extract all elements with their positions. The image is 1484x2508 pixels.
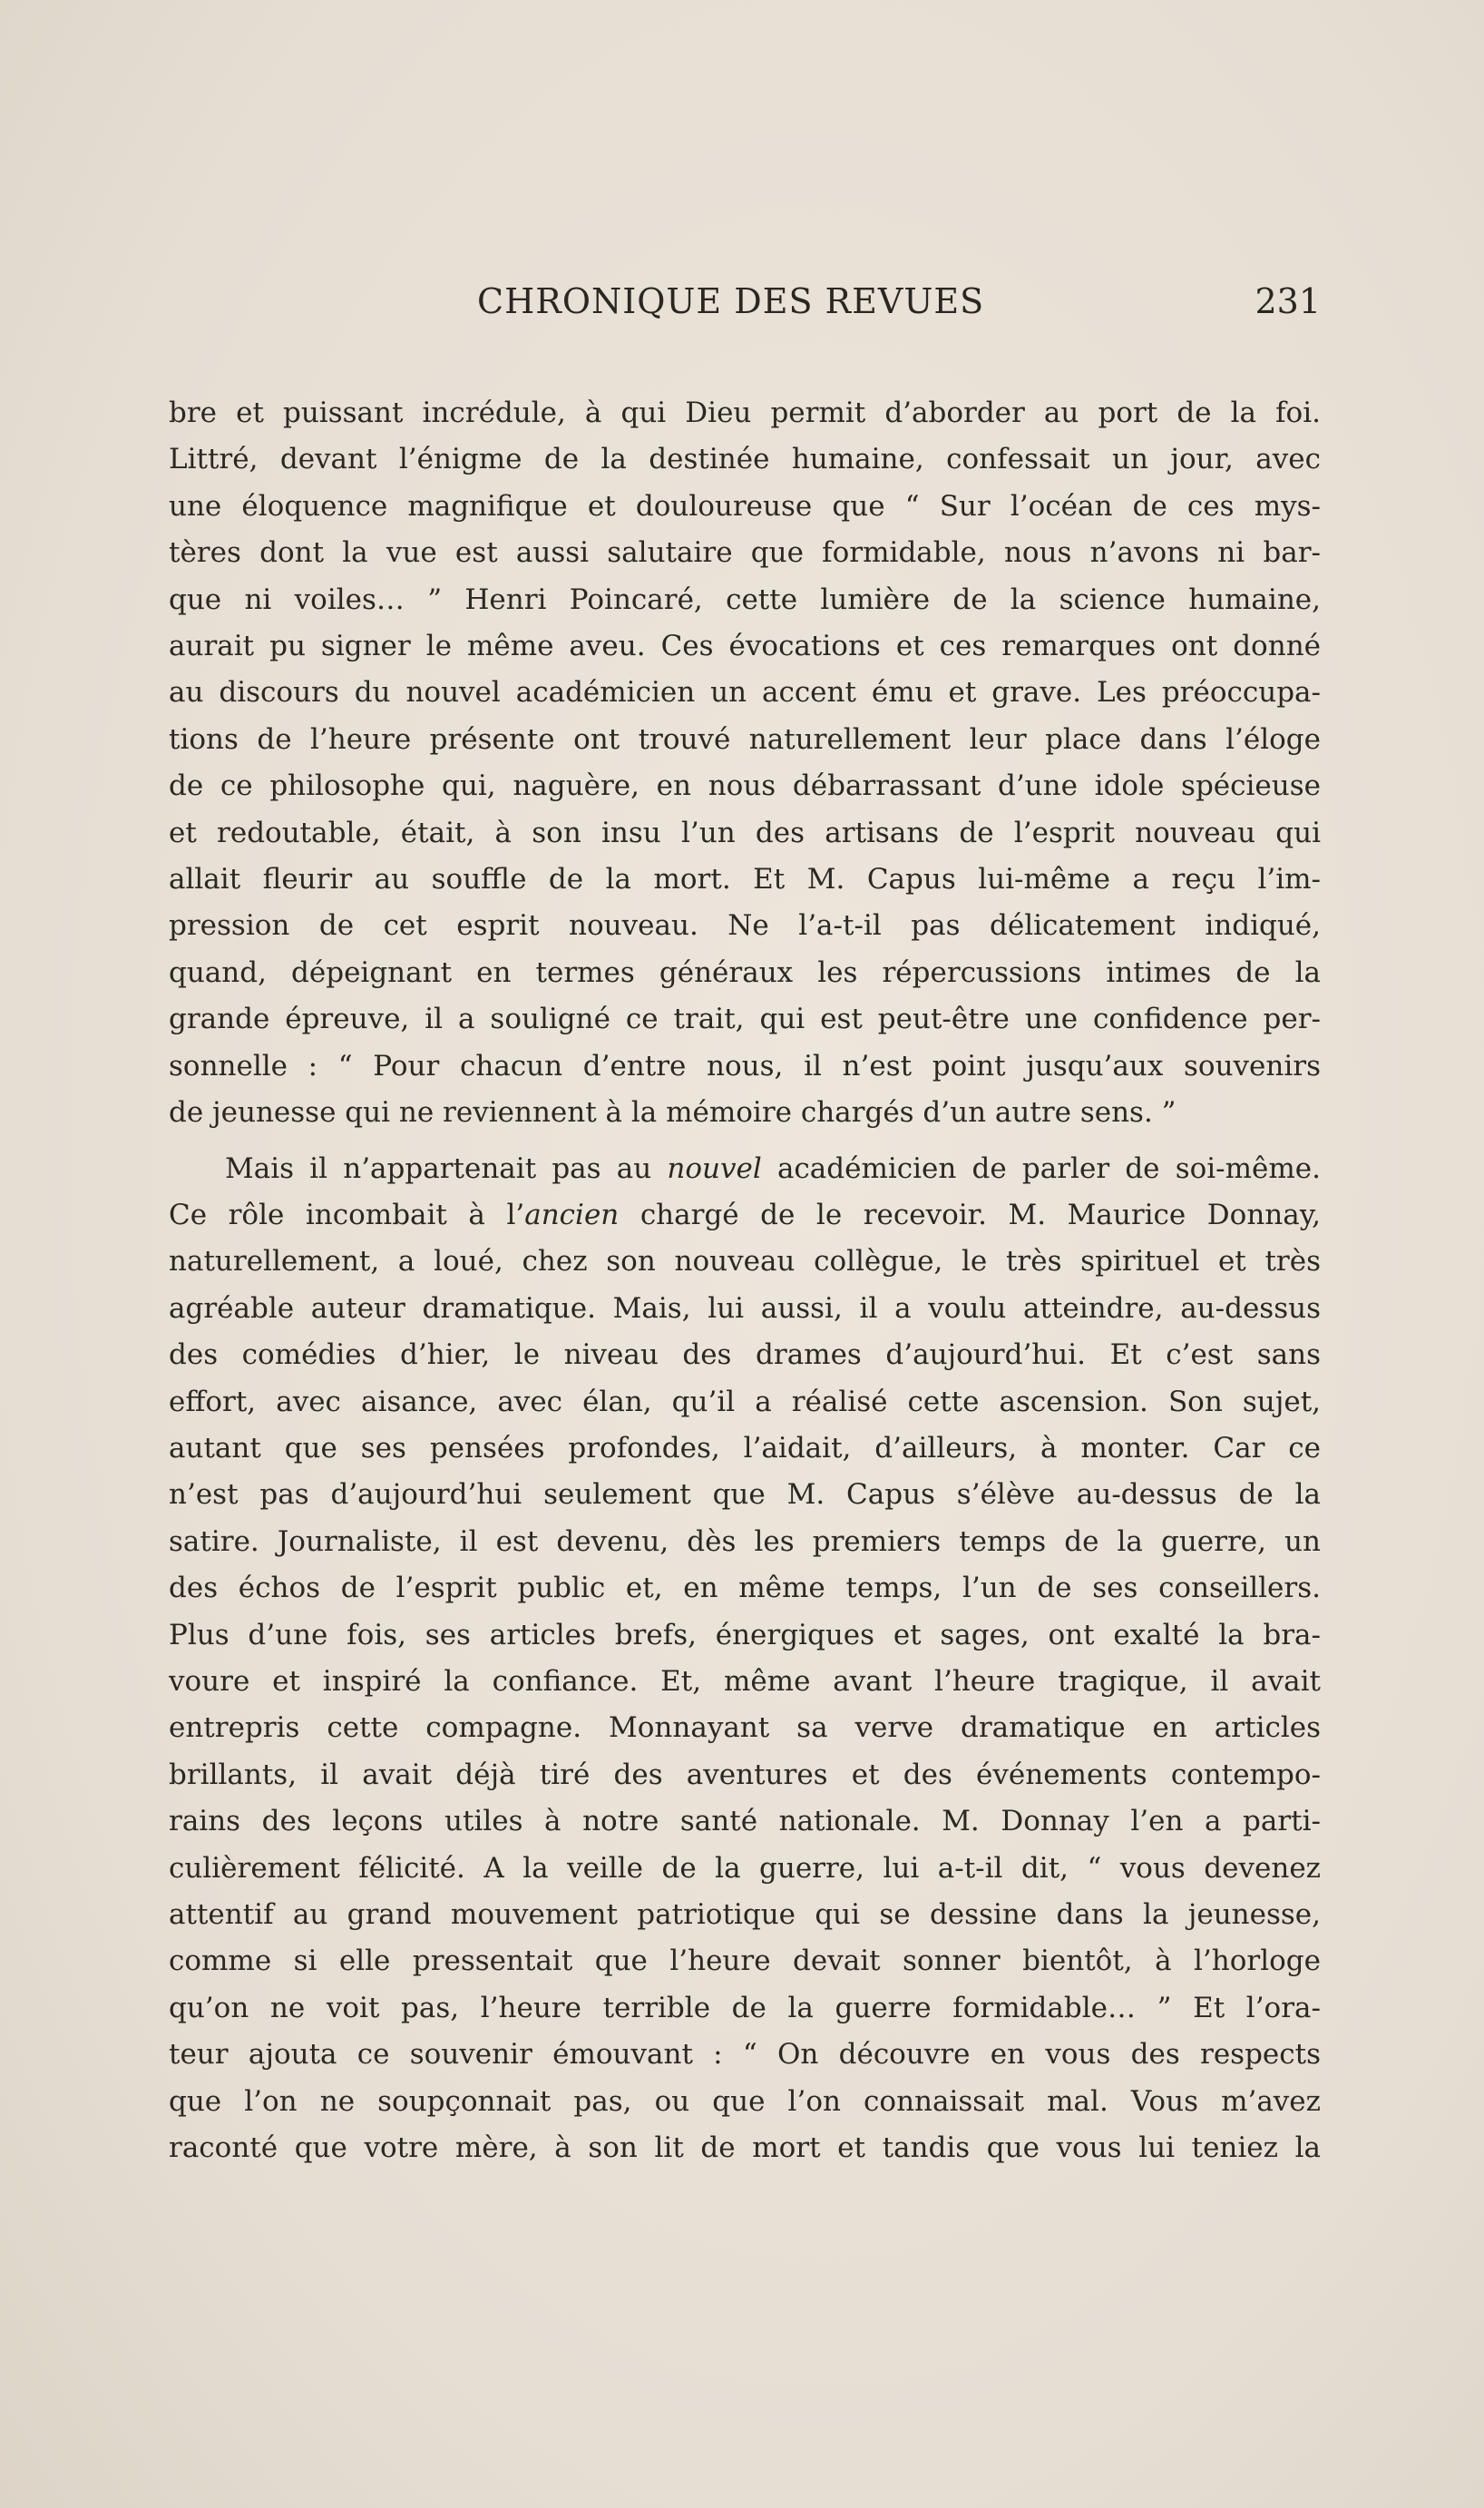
italic-word: nouvel	[667, 1151, 762, 1185]
text-line: sonnelle : “ Pour chacun d’entre nous, il n’est point jusqu’aux souvenirs	[169, 1049, 1321, 1083]
text-line: comme si elle pressentait que l’heure devait sonner bientôt, à l’horloge	[169, 1945, 1321, 1978]
text-line: que l’on ne soupçonnait pas, ou que l’on connaissait mal. Vous m’avez	[169, 2084, 1321, 2118]
paragraph-1	[169, 390, 1321, 1137]
text-line: au discours du nouvel académicien un accent ému et grave. Les préoccupa-	[169, 676, 1321, 710]
page-body	[169, 390, 1321, 2171]
page-number: 231	[1255, 281, 1321, 321]
text-line: et redoutable, était, à son insu l’un des artisans de l’esprit nouveau qui	[169, 816, 1321, 849]
text-run: Mais il n’appartenait pas au	[225, 1151, 668, 1185]
text-line: n’est pas d’aujourd’hui seulement que M. Capus s’élève au-dessus de la	[169, 1478, 1321, 1512]
text-run: Ce rôle incombait à l’	[169, 1198, 525, 1231]
text-line: effort, avec aisance, avec élan, qu’il a réalisé cette ascension. Son sujet,	[169, 1385, 1321, 1418]
text-line: teur ajouta ce souvenir émouvant : “ On découvre en vous des respects	[169, 2038, 1321, 2072]
italic-word: ancien	[524, 1198, 620, 1231]
text-line: culièrement félicité. A la veille de la guerre, lui a-t-il dit, “ vous devenez	[169, 1851, 1321, 1885]
paragraph-2	[169, 1146, 1321, 2172]
text-line: une éloquence magnifique et douloureuse que “ Sur l’océan de ces mys-	[169, 489, 1321, 523]
text-line: bre et puissant incrédule, à qui Dieu permit d’aborder au port de la foi.	[169, 397, 1321, 429]
text-run: académicien de parler de soi-même.	[761, 1151, 1321, 1185]
text-line: allait fleurir au souffle de la mort. Et M. Capus lui-même a reçu l’im-	[169, 863, 1321, 896]
text-line	[169, 1146, 1321, 1192]
text-run: chargé de le recevoir. M. Maurice Donnay,	[619, 1198, 1321, 1231]
page-header	[169, 281, 1321, 336]
text-line: satire. Journaliste, il est devenu, dès les premiers temps de la guerre, un	[169, 1524, 1321, 1558]
text-line: raconté que votre mère, à son lit de mort et tandis que vous lui teniez la	[169, 2131, 1321, 2165]
text-line: de ce philosophe qui, naguère, en nous débarrassant d’une idole spécieuse	[169, 769, 1321, 803]
text-line: qu’on ne voit pas, l’heure terrible de la guerre formidable… ” Et l’ora-	[169, 1991, 1321, 2024]
text-line: Littré, devant l’énigme de la destinée humaine, confessait un jour, avec	[169, 443, 1321, 476]
text-line: de jeunesse qui ne reviennent à la mémoire chargés d’un autre sens. ”	[169, 1096, 1176, 1130]
text-line: rains des leçons utiles à notre santé nationale. M. Donnay l’en a parti-	[169, 1805, 1321, 1838]
text-line: que ni voiles… ” Henri Poincaré, cette lumière de la science humaine,	[169, 583, 1321, 616]
text-line: tères dont la vue est aussi salutaire que formidable, nous n’avons ni bar-	[169, 536, 1321, 570]
text-line: brillants, il avait déjà tiré des aventures et des événements contempo-	[169, 1758, 1321, 1791]
text-line: attentif au grand mouvement patriotique qui se dessine dans la jeunesse,	[169, 1898, 1321, 1931]
text-line: pression de cet esprit nouveau. Ne l’a-t-il pas délicatement indiqué,	[169, 909, 1321, 943]
text-line: aurait pu signer le même aveu. Ces évocations et ces remarques ont donné	[169, 630, 1321, 663]
running-title: CHRONIQUE DES REVUES	[477, 281, 985, 321]
text-line: voure et inspiré la confiance. Et, même avant l’heure tragique, il avait	[169, 1664, 1321, 1698]
text-line: des comédies d’hier, le niveau des drames d’aujourd’hui. Et c’est sans	[169, 1338, 1321, 1372]
text-line: quand, dépeignant en termes généraux les répercussions intimes de la	[169, 955, 1321, 989]
text-line: naturellement, a loué, chez son nouveau collègue, le très spirituel et très	[169, 1245, 1321, 1278]
text-line: Plus d’une fois, ses articles brefs, énergiques et sages, ont exalté la bra-	[169, 1618, 1321, 1651]
text-line: autant que ses pensées profondes, l’aidait, d’ailleurs, à monter. Car ce	[169, 1431, 1321, 1465]
text-line: agréable auteur dramatique. Mais, lui aussi, il a voulu atteindre, au-dessus	[169, 1291, 1321, 1325]
text-line: des échos de l’esprit public et, en même temps, l’un de ses conseillers.	[169, 1572, 1321, 1605]
text-line: entrepris cette compagne. Monnayant sa verve dramatique en articles	[169, 1711, 1321, 1745]
text-line: tions de l’heure présente ont trouvé naturellement leur place dans l’éloge	[169, 722, 1321, 756]
text-line: grande épreuve, il a souligné ce trait, qui est peut-être une confidence per-	[169, 1003, 1321, 1036]
text-line	[169, 1192, 1321, 1239]
